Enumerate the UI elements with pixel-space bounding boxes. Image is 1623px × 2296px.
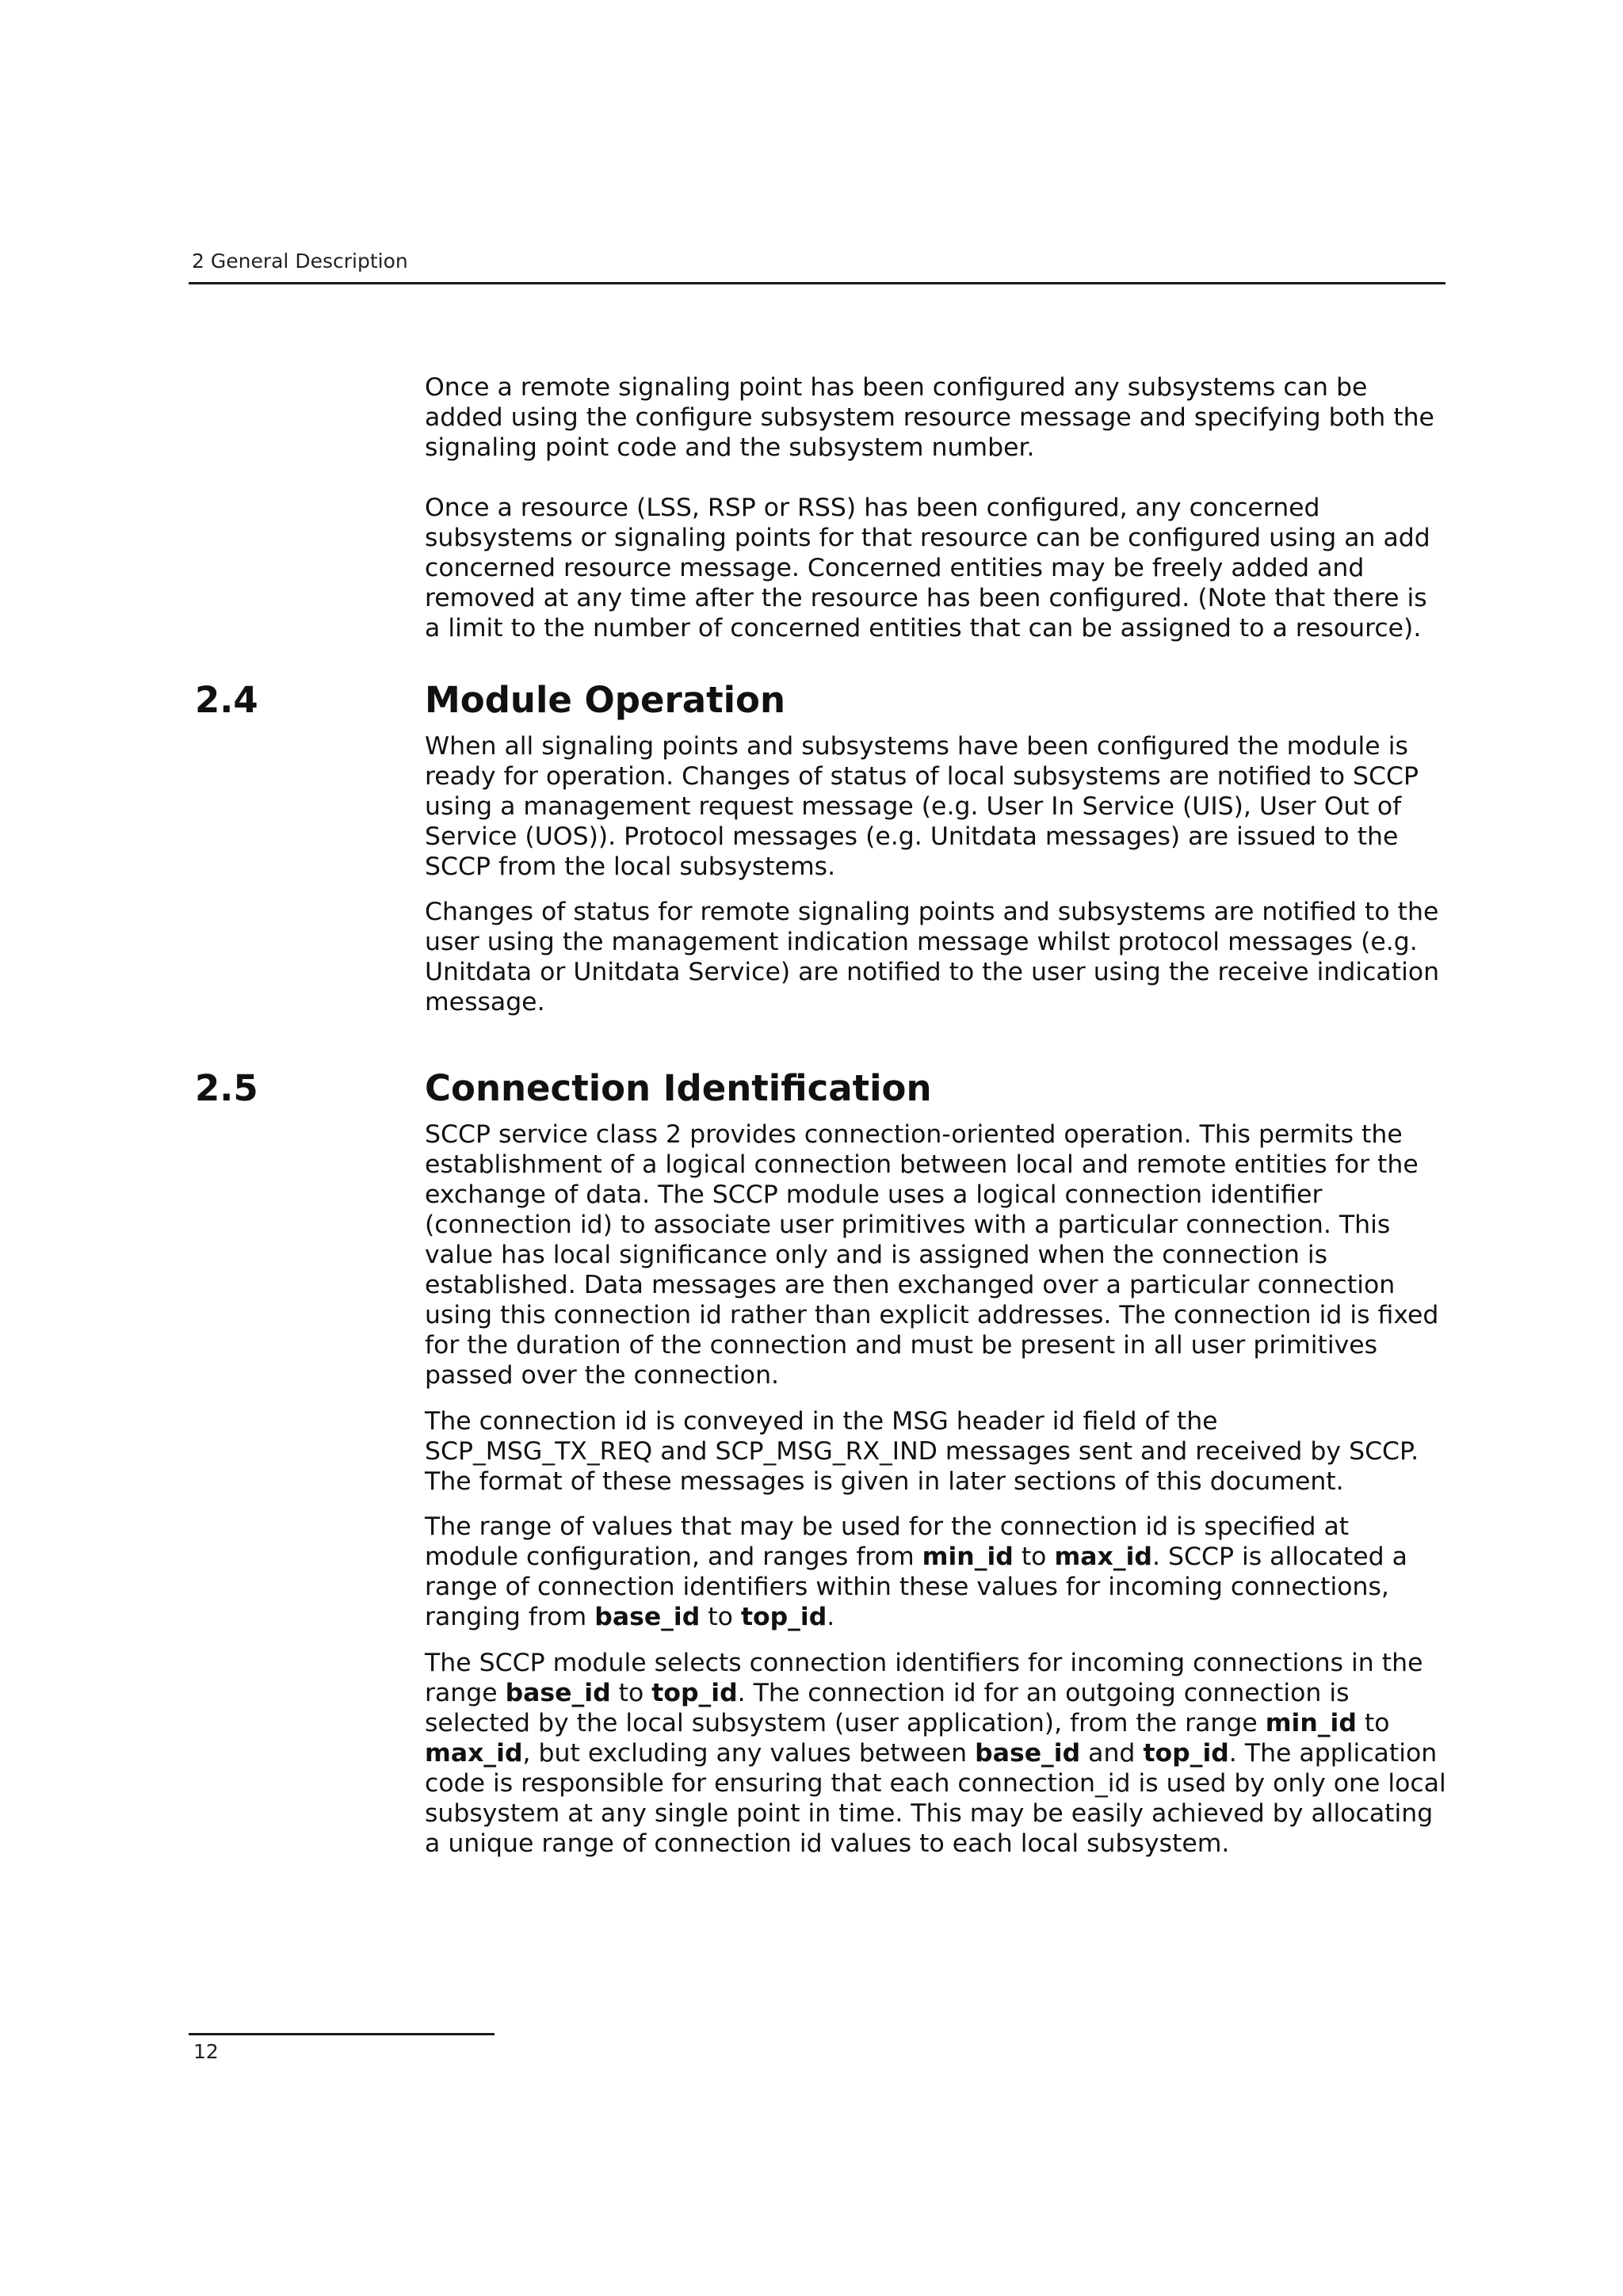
text-run: The range of values that may be used for the connection id is specified at module configuration, and ranges from <box>425 1512 1350 1571</box>
section-2-5-paragraph-4-block <box>425 1648 1449 1859</box>
running-header: 2 General Description <box>192 250 408 273</box>
text-run: The SCCP module selects connection identifiers for incoming connections in the range <box>425 1649 1423 1707</box>
section-2-4-paragraph-1: When all signaling points and subsystems have been configured the module is ready for operation. Changes of status of local subsystems are notified to SCCP using a management request message (e.g. User In Service (UIS), User Out of Service (UOS)). Protocol messages (e.g. Unitdata messages) are issued to the SCCP from the local subsystems. <box>425 732 1419 881</box>
intro-paragraph-1: Once a remote signaling point has been configured any subsystems can be added using the configure subsystem resource message and specifying both the signaling point code and the subsystem number. <box>425 373 1434 462</box>
text-run: to <box>1356 1709 1390 1737</box>
section-2-5-paragraph-4 <box>425 1648 1449 1859</box>
section-2-5-paragraph-1: SCCP service class 2 provides connection-oriented operation. This permits the establishment of a logical connection between local and remote entities for the exchange of data. The SCCP module uses a logical connection identifier (connection id) to associate user primitives with a particular connection. This value has local significance only and is assigned when the connection is established. Data messages are then exchanged over a particular connection using this connection id rather than explicit addresses. The connection id is fixed for the duration of the connection and must be present in all user primitives passed over the connection. <box>425 1120 1439 1390</box>
section-2-4-paragraph-1-block <box>425 731 1449 882</box>
text-run: and <box>1080 1739 1144 1768</box>
section-2-5-paragraph-2: The connection id is conveyed in the MSG header id field of the SCP_MSG_TX_REQ and SCP_MSG_RX_IND messages sent and received by SCCP. The format of these messages is given in later sections of this document. <box>425 1407 1419 1496</box>
intro-paragraph-2-block <box>425 493 1449 643</box>
term-max-id: max_id <box>1054 1543 1152 1571</box>
footer-rule <box>189 2033 495 2035</box>
section-2-5-number: 2.5 <box>195 1067 258 1109</box>
section-2-4-paragraph-2: Changes of status for remote signaling points and subsystems are notified to the user using the management indication message whilst protocol messages (e.g. Unitdata or Unitdata Service) are notified to the user using the receive indication message. <box>425 898 1440 1016</box>
intro-paragraph-2: Once a resource (LSS, RSP or RSS) has been configured, any concerned subsystems or signaling points for that resource can be configured using an add concerned resource message. Concerned entities may be freely added and removed at any time after the resource has been configured. (Note that there is a limit to the number of concerned entities that can be assigned to a resource). <box>425 494 1430 643</box>
term-base-id: base_id <box>505 1679 611 1707</box>
text-run: . <box>827 1603 835 1631</box>
section-2-4-title: Module Operation <box>425 679 785 721</box>
text-run: to <box>610 1679 652 1707</box>
section-2-5-paragraph-3-block <box>425 1512 1449 1632</box>
term-max-id: max_id <box>425 1739 523 1768</box>
term-min-id: min_id <box>1265 1709 1357 1737</box>
term-top-id: top_id <box>651 1679 738 1707</box>
text-run: . SCCP is allocated a range of connection identifiers within these values for incoming connections, ranging from <box>425 1543 1407 1631</box>
text-run: . The application code is responsible for ensuring that each connection_id is used by only one local subsystem at any single point in time. This may be easily achieved by allocating a unique range of connection id values to each local subsystem. <box>425 1739 1446 1858</box>
section-2-5-paragraph-1-block <box>425 1119 1449 1390</box>
section-2-5-paragraph-2-block <box>425 1406 1449 1497</box>
term-min-id: min_id <box>922 1543 1014 1571</box>
term-top-id: top_id <box>1143 1739 1229 1768</box>
text-run: to <box>1013 1543 1055 1571</box>
intro-paragraph-1-block <box>425 372 1449 463</box>
text-run: . The connection id for an outgoing connection is selected by the local subsystem (user application), from the range <box>425 1679 1350 1737</box>
section-2-4-paragraph-2-block <box>425 897 1449 1017</box>
header-rule <box>189 282 1445 284</box>
term-base-id: base_id <box>975 1739 1081 1768</box>
term-top-id: top_id <box>740 1603 827 1631</box>
section-2-4-number: 2.4 <box>195 679 258 721</box>
text-run: to <box>700 1603 741 1631</box>
section-2-5-paragraph-3 <box>425 1512 1449 1632</box>
section-2-5-title: Connection Identification <box>425 1067 932 1109</box>
term-base-id: base_id <box>594 1603 701 1631</box>
text-run: , but excluding any values between <box>522 1739 976 1768</box>
page-number: 12 <box>193 2040 219 2063</box>
